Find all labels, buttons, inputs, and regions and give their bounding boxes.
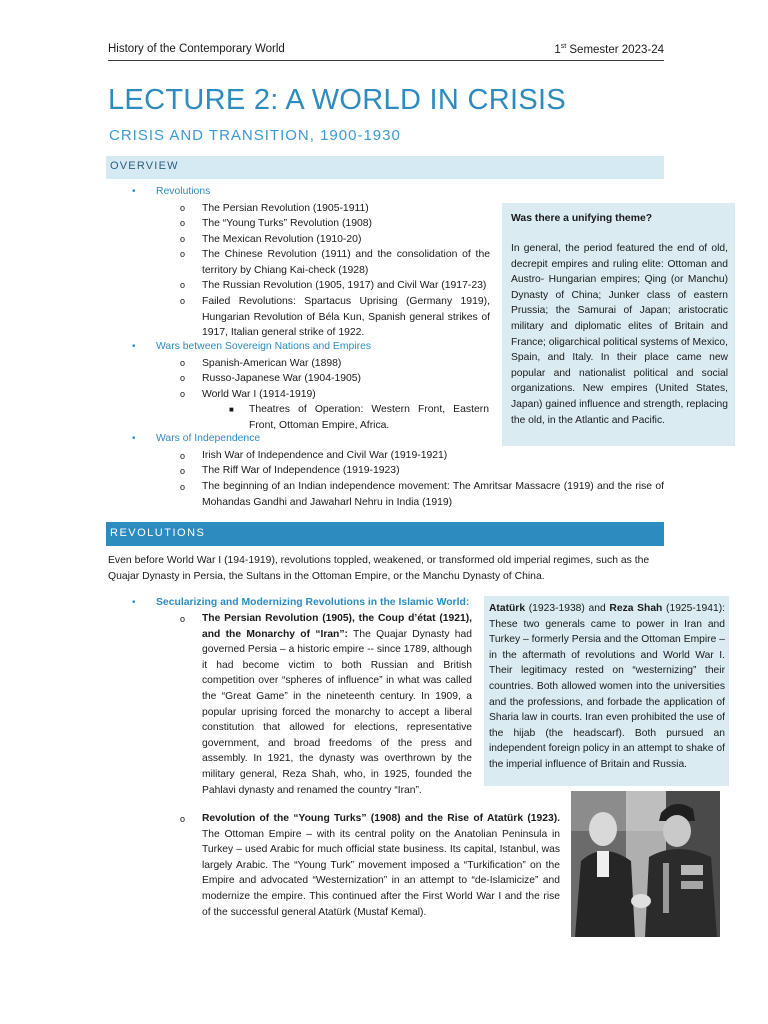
list-item: World War I (1914-1919) — [202, 389, 316, 400]
semester-number: 1 — [554, 43, 561, 56]
young-turks-paragraph — [202, 811, 560, 920]
overview-heading-bar — [106, 156, 664, 179]
callout-body: (1925-1941): These two generals came to power in Iran and Turkey – formerly Persia and the Ottoman Empire – in the aftermath of revolutions and World War I. Their legitimacy rested on “westernizing” their countries. Both allowed women into the universities and the professions, and forbade the application of Sharia law in courts. Iran even prohibited the use of the hijab (the headscarf). Both pursued an independent foreign policy in an attempt to shake of the imperial influence of Britain and Russia. — [489, 603, 725, 770]
header-rule — [108, 60, 664, 61]
revolutions-heading: REVOLUTIONS — [110, 527, 206, 539]
persian-revolution-paragraph — [202, 611, 472, 798]
list-item: The Russian Revolution (1905, 1917) and Civil War (1917-23) — [202, 280, 487, 291]
list-item: The beginning of an Indian independence movement: The Amritsar Massacre (1919) and the rise of Mohandas Gandhi and Jawaharl Nehru in India (1919) — [202, 481, 664, 508]
islamic-world-label: Secularizing and Modernizing Revolutions in the Islamic World: — [156, 597, 470, 608]
revolutions-heading-bar — [106, 522, 664, 546]
historical-photo-ataturk-reza-shah — [571, 791, 720, 937]
bullet-circle-icon: o — [180, 203, 186, 213]
list-item: Theatres of Operation: Western Front, Eastern Front, Ottoman Empire, Africa. — [249, 404, 489, 431]
persian-revolution-text: The Quajar Dynasty had governed Persia – a historic empire -- since 1789, although it had become victim to both Russian and British competition over “spheres of influence” in what was called the “Great Game” in the nineteenth century. In 1909, a popular uprising forced the monarchy to accept a liberal constitution that allowed for elections, representative government, and broad freedoms of the press and assembly. In 1921, the dynasty was overthrown by the military general, Reza Shah, who, in 1925, founded the Pahlavi dynasty and renamed the country “Iran”. — [202, 628, 472, 796]
list-item: Failed Revolutions: Spartacus Uprising (Germany 1919), Hungarian Revolution of Béla Kun, Spanish general strikes of 1917, Italian general strike of 1922. — [202, 296, 490, 339]
semester-text: Semester 2023-24 — [566, 43, 664, 56]
revolutions-intro-paragraph: Even before World War I (194-1919), revolutions toppled, weakened, or transformed old imperial regimes, such as the Quajar Dynasty in Persia, the Sultans in the Ottoman Empire, or the Manchu Dynasty of China. — [108, 555, 650, 582]
overview-wars-label: Wars between Sovereign Nations and Empires — [156, 341, 372, 352]
callout-text: In general, the period featured the end of old, decrepit empires and ruling elite: Ottoman and Austro- Hungarian empires; Qing (or Manchu) Dynasty of China; Junker class of eastern Prussia; the Samurai of Japan; aristocratic military and diplomatic elites of Britain and France; oligarchical political systems of Mexico, Spain, and Italy. In their place came new popular and nationalist political and social organizations. New empires (United States, Japan) gained influence and strength, replacing the old, in the Atlantic and Pacific. — [511, 243, 728, 426]
list-item: The Mexican Revolution (1910-20) — [202, 234, 362, 245]
overview-revolutions-label: Revolutions — [156, 186, 211, 197]
page-subtitle: CRISIS AND TRANSITION, 1900-1930 — [109, 127, 401, 144]
bullet-dot-icon: • — [132, 186, 136, 197]
bullet-dot-icon: • — [132, 433, 136, 444]
young-turks-text: The Ottoman Empire – with its central polity on the Anatolian Peninsula in Turkey – used Arabic for much official state business. Its capital, Istanbul, was largely Arabic. The “Young Turk” movement imposed a “Turkification” on the Empire and advocated “Westernization” in an attempt to “de-Islamicize” and modernize the empire. This continued after the First World War I and the rise of the successful general Atatürk (Mustaf Kemal). — [202, 828, 560, 918]
running-header-semester — [554, 43, 664, 56]
bullet-circle-icon: o — [180, 451, 186, 461]
bullet-circle-icon: o — [180, 296, 186, 306]
overview-heading: OVERVIEW — [110, 160, 179, 172]
bullet-circle-icon: o — [180, 373, 186, 383]
list-item: The Chinese Revolution (1911) and the consolidation of the territory by Chiang Kai-check (1928) — [202, 249, 490, 276]
page-title — [108, 84, 566, 117]
list-item: The Riff War of Independence (1919-1923) — [202, 465, 400, 476]
bullet-circle-icon: o — [180, 234, 186, 244]
title-lecture: LECTURE 2: — [108, 84, 286, 116]
overview-independence-label: Wars of Independence — [156, 433, 261, 444]
photo-illustration — [571, 791, 720, 937]
semester-ordinal: st — [560, 43, 567, 50]
list-item: The Persian Revolution (1905-1911) — [202, 203, 369, 214]
persian-revolution-heading: The Persian Revolution (1905), the Coup d’état (1921), and the Monarchy of “Iran”: — [202, 613, 472, 640]
list-item: The “Young Turks” Revolution (1908) — [202, 218, 372, 229]
unifying-theme-callout — [502, 203, 735, 446]
young-turks-heading: Revolution of the “Young Turks” (1908) and the Rise of Atatürk (1923). — [202, 813, 560, 824]
reza-shah-name: Reza Shah — [609, 603, 663, 614]
bullet-circle-icon: o — [180, 814, 186, 824]
bullet-dot-icon: • — [132, 341, 136, 352]
bullet-circle-icon: o — [180, 249, 186, 259]
running-header-course: History of the Contemporary World — [108, 43, 285, 55]
bullet-circle-icon: o — [180, 218, 186, 228]
bullet-circle-icon: o — [180, 389, 186, 399]
callout-question: Was there a unifying theme? — [511, 213, 653, 224]
bullet-circle-icon: o — [180, 614, 186, 624]
callout-text — [489, 601, 725, 773]
list-item: Irish War of Independence and Civil War (1919-1921) — [202, 450, 448, 461]
bullet-square-icon: ■ — [229, 405, 234, 414]
ataturk-name: Atatürk — [489, 603, 526, 614]
bullet-circle-icon: o — [180, 482, 186, 492]
list-item: Spanish-American War (1898) — [202, 358, 342, 369]
bullet-circle-icon: o — [180, 358, 186, 368]
bullet-dot-icon: • — [132, 597, 136, 608]
ataturk-reza-shah-callout — [484, 596, 729, 786]
bullet-circle-icon: o — [180, 280, 186, 290]
bullet-circle-icon: o — [180, 466, 186, 476]
ataturk-years: (1923-1938) and — [525, 603, 610, 614]
list-item: Russo-Japanese War (1904-1905) — [202, 373, 362, 384]
title-topic: A WORLD IN CRISIS — [285, 84, 567, 116]
